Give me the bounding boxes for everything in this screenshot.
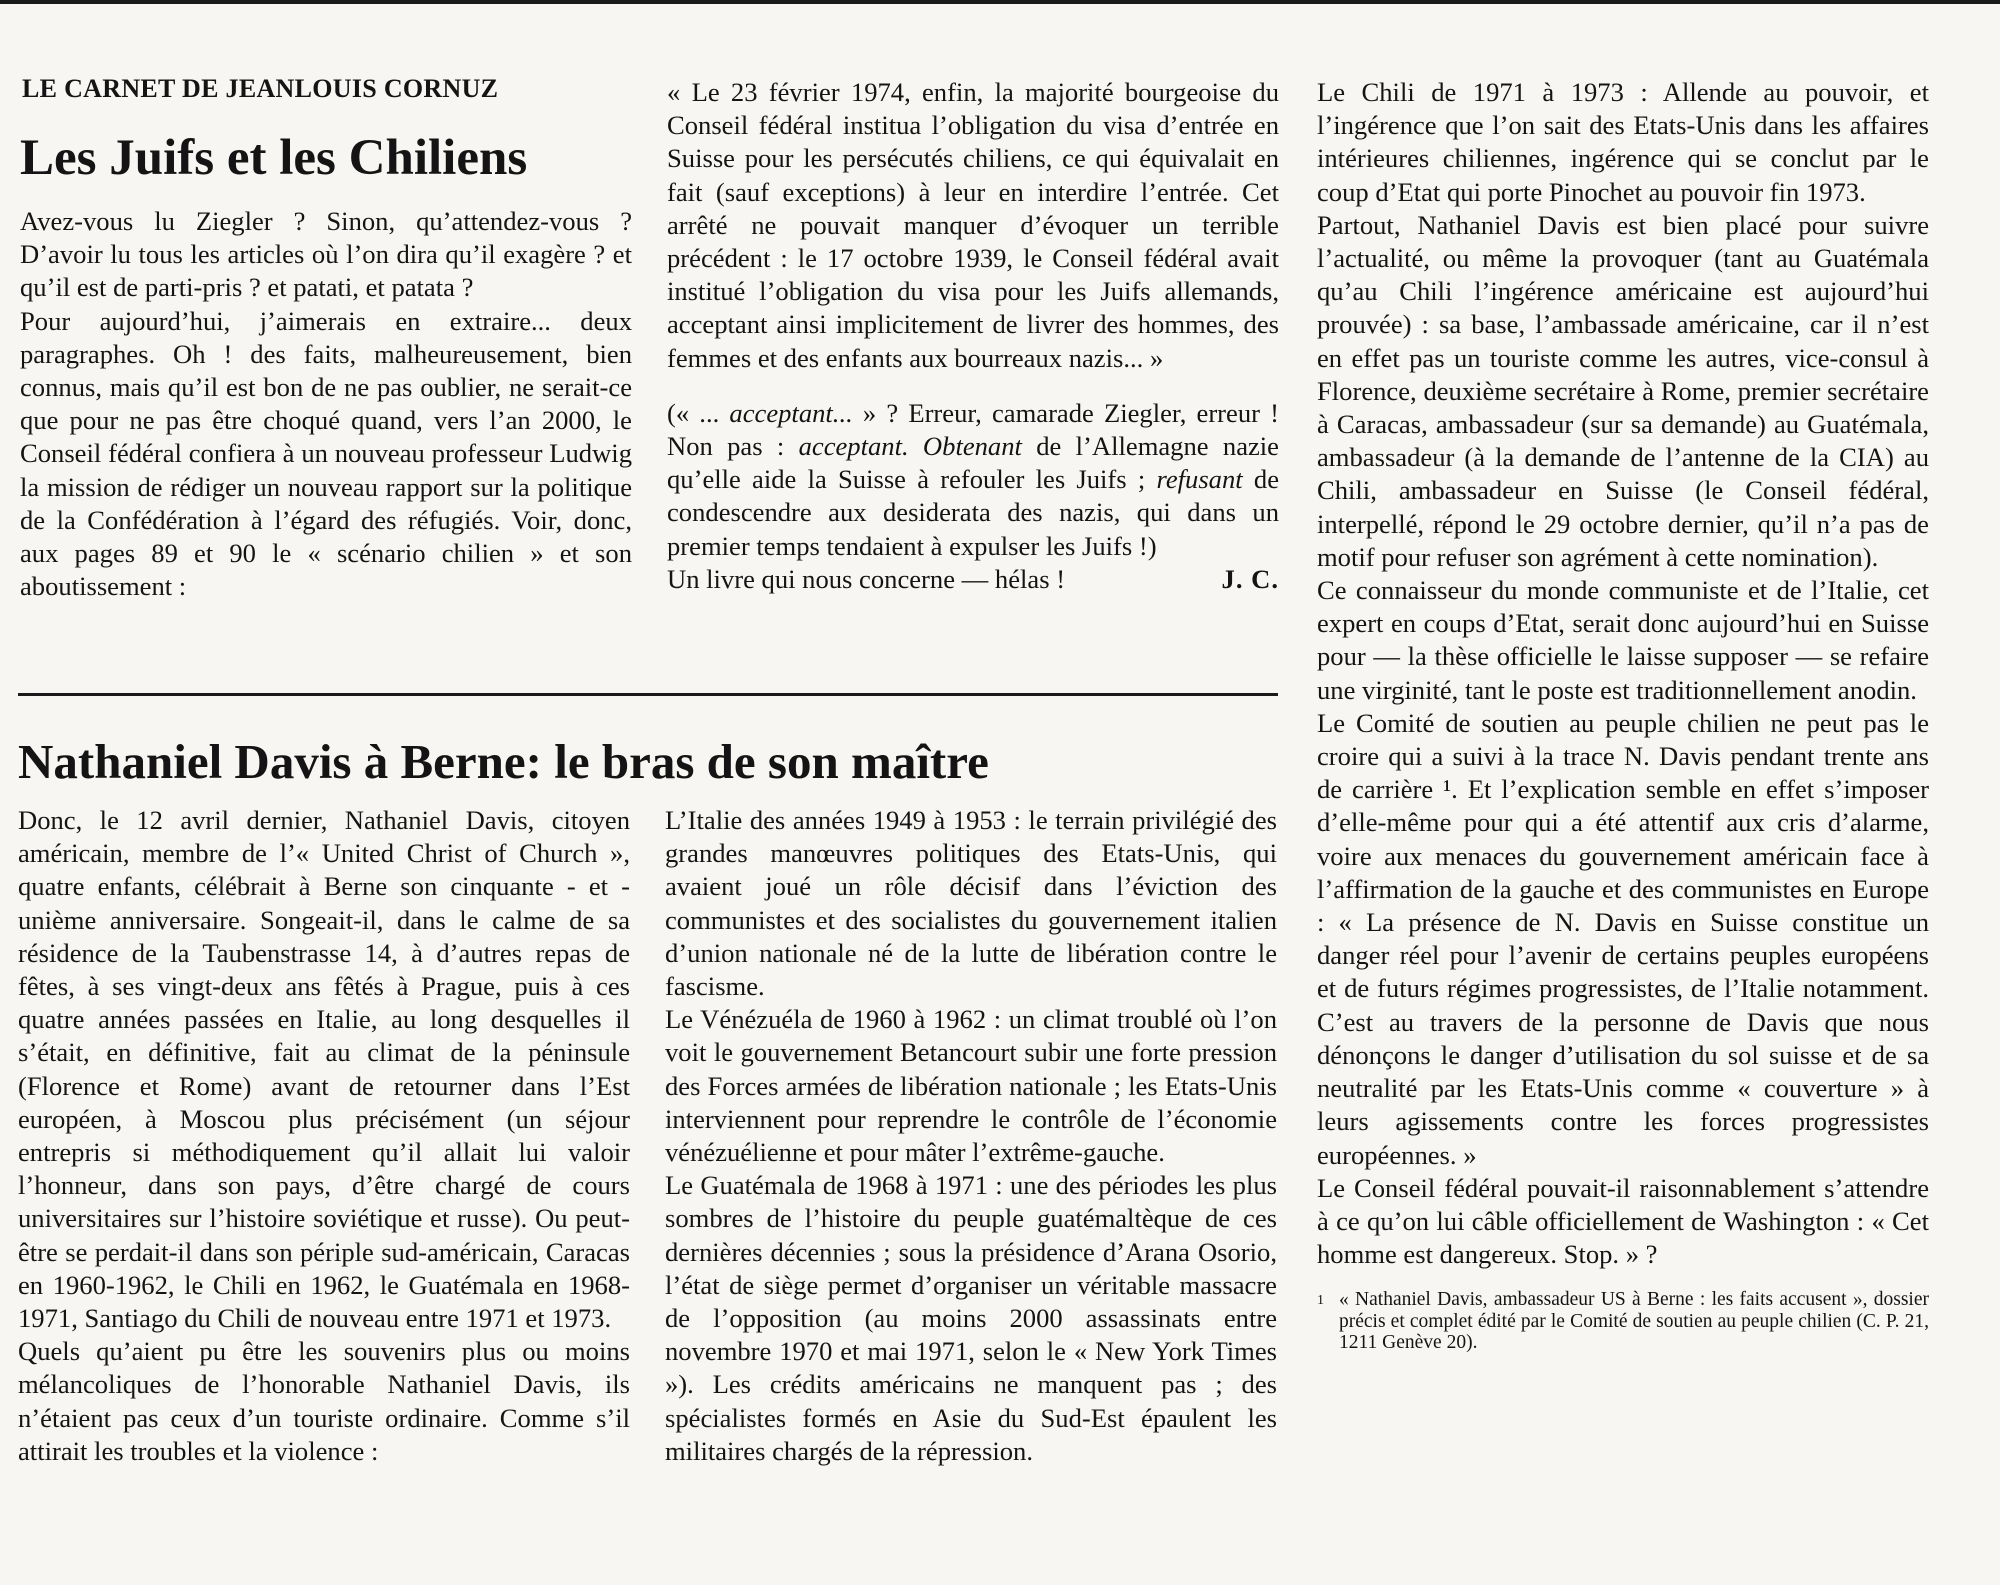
author-comment: (« ... acceptant... » ? Erreur, camarade Ziegler, erreur ! Non pas : acceptant. Obtenant de l’Allemagne nazie qu’elle aide la Suisse à refouler les Juifs ; refusant de condescendre aux desiderata des nazis, qui dans un premier temps tendaient à expulser les Juifs !) [667,397,1280,561]
top-border-rule [0,0,2000,4]
article-1-column-2 [667,76,1279,596]
paragraph: Le Vénézuéla de 1960 à 1962 : un climat troublé où l’on voit le gouvernement Betancourt subir une forte pression des Forces armées de libération nationale ; les Etats-Unis interviennent pour reprendre le contrôle de l’économie vénézuélienne et pour mâter l’extrême-gauche. [665,1004,1277,1168]
closing-line [667,563,1279,596]
column-kicker: LE CARNET DE JEANLOUIS CORNUZ [22,74,499,103]
paragraph: Quels qu’aient pu être les souvenirs plus ou moins mélancoliques de l’honorable Nathaniel Davis, ils n’étaient pas ceux d’un touriste ordinaire. Comme s’il attirait les troubles et la violence : [18,1336,630,1466]
footnote-text: « Nathaniel Davis, ambassadeur US à Berne : les faits accusent », dossier précis et complet édité par le Comité de soutien au peuple chilien (C. P. 21, 1211 Genève 20). [1339,1289,1929,1354]
article-2-headline: Nathaniel Davis à Berne: le bras de son maître [18,734,989,789]
article-1-column-1 [20,205,632,603]
author-signature: J. C. [1221,563,1279,594]
paragraph: Ce connaisseur du monde communiste et de l’Italie, cet expert en coups d’Etat, serait donc aujourd’hui en Suisse pour — la thèse officielle le laisse supposer — se refaire une virginité, tant le poste est traditionnellement anodin. [1317,575,1929,705]
paragraph: Donc, le 12 avril dernier, Nathaniel Davis, citoyen américain, membre de l’« United Christ of Church », quatre enfants, célébrait à Berne son cinquante - et - unième anniversaire. Songeait-il, dans le calme de sa résidence de la Taubenstrasse 14, à d’autres repas de fêtes, à ses vingt-deux ans fêtés à Prague, puis à ces quatre années passées en Italie, au long desquelles il s’était, en définitive, fait au climat de la péninsule (Florence et Rome) avant de retourner dans l’Est européen, à Moscou plus précisément (un séjour entrepris si méthodiquement qu’il allait lui valoir l’honneur, dans son pays, d’être chargé de cours universitaires sur l’histoire soviétique et russe). Ou peut-être se perdait-il dans son périple sud-américain, Caracas en 1960-1962, le Chili en 1962, le Guatémala en 1968-1971, Santiago du Chili de nouveau entre 1971 et 1973. [18,805,630,1334]
paragraph: Avez-vous lu Ziegler ? Sinon, qu’attendez-vous ? D’avoir lu tous les articles où l’on dira qu’il exagère ? et qu’il est de parti-pris ? et patati, et patata ? [20,206,632,303]
paragraph: Le Conseil fédéral pouvait-il raisonnablement s’attendre à ce qu’on lui câble officiellement de Washington : « Cet homme est dangereux. Stop. » ? [1317,1172,1929,1270]
article-2-column-1 [18,804,630,1468]
paragraph: Pour aujourd’hui, j’aimerais en extraire... deux paragraphes. Oh ! des faits, malheureusement, bien connus, mais qu’il est bon de ne pas oublier, ne serait-ce que pour ne pas être choqué quand, vers l’an 2000, le Conseil fédéral confiera à un nouveau professeur Ludwig la mission de rédiger un nouveau rapport sur la politique de la Confédération à l’égard des réfugiés. Voir, donc, aux pages 89 et 90 le « scénario chilien » et son aboutissement : [20,305,632,602]
footnote [1317,1289,1929,1354]
ziegler-quote: « Le 23 février 1974, enfin, la majorité bourgeoise du Conseil fédéral institua l’obligation du visa d’entrée en Suisse pour les persécutés chiliens, ce qui équivalait en fait (sauf exceptions) à leur en interdire l’entrée. Cet arrêté ne pouvait manquer d’évoquer un terrible précédent : le 17 octobre 1939, le Conseil fédéral avait institué l’obligation du visa pour les Juifs allemands, acceptant ainsi implicitement de livrer des hommes, des femmes et des enfants aux bourreaux nazis... » [667,77,1279,373]
article-2-column-3 [1317,76,1929,1354]
article-1-headline: Les Juifs et les Chiliens [20,130,528,186]
paragraph: L’Italie des années 1949 à 1953 : le terrain privilégié des grandes manœuvres politiques des Etats-Unis, qui avaient joué un rôle décisif dans l’éviction des communistes et des socialistes du gouvernement italien d’union nationale né de la lutte de libération contre le fascisme. [665,805,1277,1002]
closing-text: Un livre qui nous concerne — hélas ! [667,563,1066,594]
footnote-marker: 1 [1317,1293,1324,1309]
section-divider [18,693,1278,696]
paragraph: Le Guatémala de 1968 à 1971 : une des périodes les plus sombres de l’histoire du peuple guatémaltèque de ces dernières décennies ; sous la présidence d’Arana Osorio, l’état de siège permet d’organiser un véritable massacre de l’opposition (au moins 2000 assassinats entre novembre 1970 et mai 1971, selon le « New York Times »). Les crédits américains ne manquent pas ; des spécialistes formés en Asie du Sud-Est épaulent les militaires chargés de la répression. [665,1170,1277,1466]
article-2-column-2 [665,804,1277,1468]
paragraph: Partout, Nathaniel Davis est bien placé pour suivre l’actualité, ou même la provoquer (tant au Guatémala qu’au Chili l’ingérence américaine est aujourd’hui prouvée) : sa base, l’ambassade américaine, car il n’est en effet pas un touriste comme les autres, vice-consul à Florence, deuxième secrétaire à Rome, premier secrétaire à Caracas, ambassadeur (sur sa demande) au Guatémala, ambassadeur (à la demande de l’antenne de la CIA) au Chili, ambassadeur en Suisse (le Conseil fédéral, interpellé, répond le 29 octobre dernier, qu’il n’a pas de motif pour refuser son agrément à cette nomination). [1317,209,1929,572]
paragraph: Le Chili de 1971 à 1973 : Allende au pouvoir, et l’ingérence que l’on sait des Etats-Unis dans les affaires intérieures chiliennes, ingérence qui se conclut par le coup d’Etat qui porte Pinochet au pouvoir fin 1973. [1317,77,1929,207]
paragraph: Le Comité de soutien au peuple chilien ne peut pas le croire qui a suivi à la trace N. Davis pendant trente ans de carrière ¹. Et l’explication semble en effet s’imposer d’elle-même pour qui a été attentif aux cris d’alarme, voire aux menaces du gouvernement américain face à l’affirmation de la gauche et des communistes en Europe : « La présence de N. Davis en Suisse constitue un danger réel pour l’avenir de certains peuples européens et de futurs régimes progressistes, de l’Italie notamment. C’est au travers de la personne de Davis que nous dénonçons le danger d’utilisation du sol suisse et de sa neutralité par les Etats-Unis comme « couverture » à leurs agissements contre les forces progressistes européennes. » [1317,707,1929,1170]
